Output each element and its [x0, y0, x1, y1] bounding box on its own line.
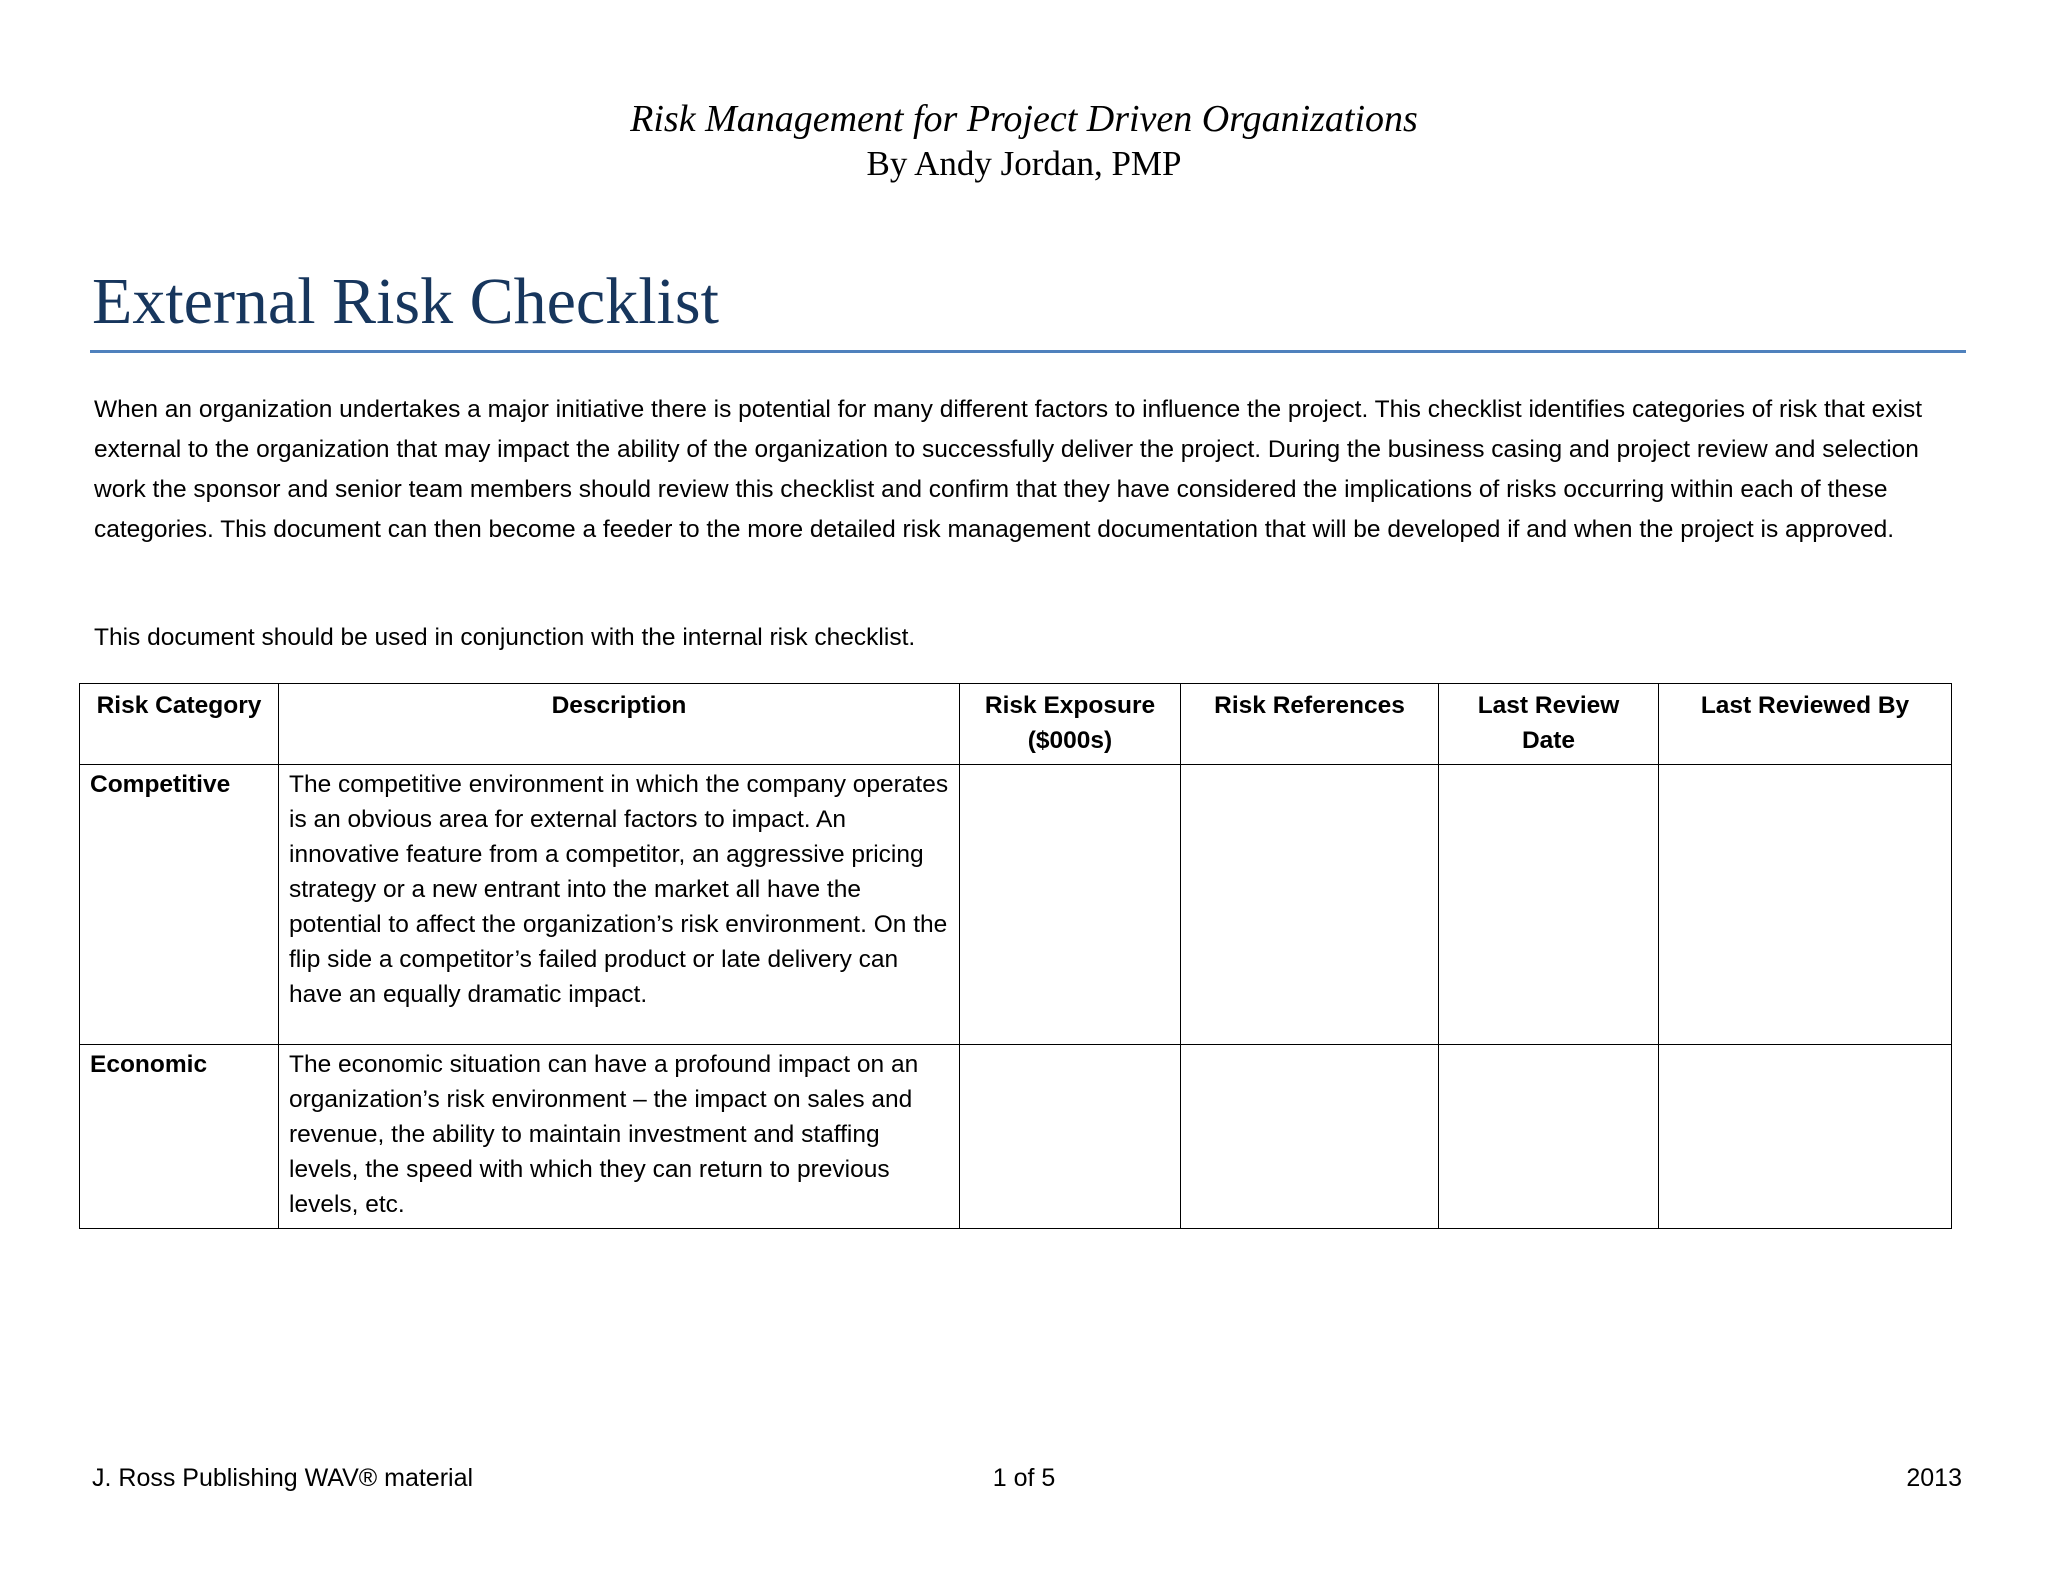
- usage-note: This document should be used in conjunction with the internal risk checklist.: [94, 624, 916, 651]
- footer-publisher: J. Ross Publishing WAV® material: [92, 1464, 474, 1492]
- risk-category-cell: Competitive: [80, 765, 279, 1045]
- page-header: [0, 96, 2048, 186]
- risk-exposure-cell[interactable]: [960, 1045, 1181, 1229]
- table-row: [80, 1045, 1952, 1229]
- risk-checklist-table: [79, 683, 1952, 1229]
- document-title: External Risk Checklist: [92, 265, 719, 338]
- title-divider: [90, 350, 1966, 353]
- column-header-description: Description: [279, 684, 960, 765]
- last-review-date-cell[interactable]: [1439, 765, 1659, 1045]
- description-cell: The economic situation can have a profound impact on an organization’s risk environment – the impact on sales and revenue, the ability to maintain investment and staffing levels, the speed with which they can return to previous levels, etc.: [279, 1045, 960, 1229]
- description-cell: The competitive environment in which the company operates is an obvious area for external factors to impact. An innovative feature from a competitor, an aggressive pricing strategy or a new entrant into the market all have the potential to affect the organization’s risk environment. On the flip side a competitor’s failed product or late delivery can have an equally dramatic impact.: [279, 765, 960, 1045]
- last-reviewed-by-cell[interactable]: [1659, 765, 1952, 1045]
- column-header-last-reviewed-by: Last Reviewed By: [1659, 684, 1952, 765]
- last-review-date-cell[interactable]: [1439, 1045, 1659, 1229]
- risk-category-cell: Economic: [80, 1045, 279, 1229]
- risk-references-cell[interactable]: [1181, 765, 1439, 1045]
- column-header-risk-category: Risk Category: [80, 684, 279, 765]
- table-row: [80, 765, 1952, 1045]
- risk-references-cell[interactable]: [1181, 1045, 1439, 1229]
- book-title: Risk Management for Project Driven Organizations: [630, 98, 1418, 140]
- footer-page-number: 1 of 5: [992, 1464, 1056, 1492]
- last-reviewed-by-cell[interactable]: [1659, 1045, 1952, 1229]
- risk-exposure-cell[interactable]: [960, 765, 1181, 1045]
- intro-paragraph: When an organization undertakes a major initiative there is potential for many different factors to influence the project. This checklist identifies categories of risk that exist external to the organization that may impact the ability of the organization to successfully deliver the project. During the business casing and project review and selection work the sponsor and senior team members should review this checklist and confirm that they have considered the implications of risks occurring within each of these categories. This document can then become a feeder to the more detailed risk management documentation that will be developed if and when the project is approved.: [94, 396, 1923, 543]
- footer-year: 2013: [1906, 1464, 1962, 1492]
- column-header-risk-references: Risk References: [1181, 684, 1439, 765]
- column-header-last-review-date: Last Review Date: [1439, 684, 1659, 765]
- book-author: By Andy Jordan, PMP: [866, 144, 1182, 183]
- table-header-row: [80, 684, 1952, 765]
- column-header-risk-exposure: Risk Exposure ($000s): [960, 684, 1181, 765]
